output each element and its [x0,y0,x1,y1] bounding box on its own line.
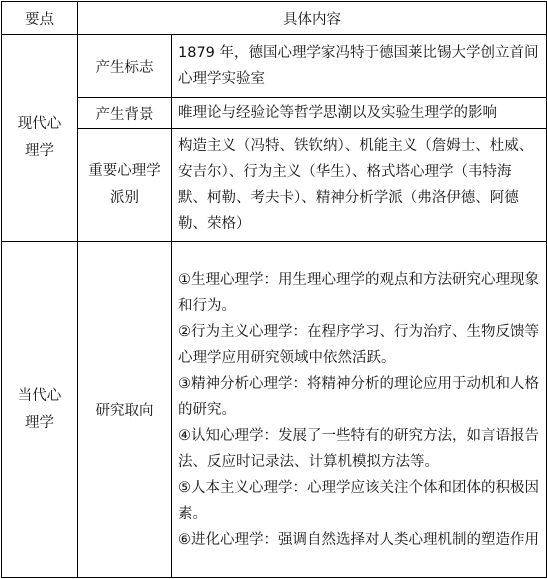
modern-psychology-label [2,35,78,242]
list-item: ④认知心理学：发展了一些特有的研究方法，如言语报告法、反应时记录法、计算机模拟方法等。 [178,427,539,470]
modern-title: 现代心理学 [17,116,62,160]
list-item: ⑤人本主义心理学：心理学应该关注个体和团体的积极因素。 [178,479,539,522]
row-content-orientation [172,242,547,578]
list-item: ②行为主义心理学：在程序学习、行为治疗、生物反馈等心理学应用研究领域中依然活跃。 [178,323,539,366]
table-row [2,98,547,129]
row-label-schools [78,129,172,242]
table-row [2,242,547,578]
header-key: 要点 [2,2,78,35]
row-content-origin: 1879 年，德国心理学家冯特于德国莱比锡大学创立首间心理学实验室 [172,35,547,98]
row-label-background: 产生背景 [78,98,172,129]
contemporary-title: 当代心理学 [17,387,62,431]
table-row [2,35,547,98]
contemporary-psychology-label [2,242,78,578]
list-item: ①生理心理学：用生理心理学的观点和方法研究心理现象和行为。 [178,271,539,314]
psychology-table [1,1,547,578]
row-label-origin: 产生标志 [78,35,172,98]
schools-label-text: 重要心理学派别 [88,163,161,207]
table-header-row [2,2,547,35]
row-content-schools: 构造主义（冯特、铁钦纳）、机能主义（詹姆士、杜威、安吉尔）、行为主义（华生）、格式塔心理学（韦特海默、柯勒、考夫卡）、精神分析学派（弗洛伊德、阿德勒、荣格） [172,129,547,242]
list-item: ⑥进化心理学：强调自然选择对人类心理机制的塑造作用 [178,531,539,548]
row-content-background: 唯理论与经验论等哲学思潮以及实验生理学的影响 [172,98,547,129]
table-row [2,129,547,242]
list-item: ③精神分析心理学：将精神分析的理论应用于动机和人格的研究。 [178,375,539,418]
row-label-orientation: 研究取向 [78,242,172,578]
header-content: 具体内容 [78,2,547,35]
